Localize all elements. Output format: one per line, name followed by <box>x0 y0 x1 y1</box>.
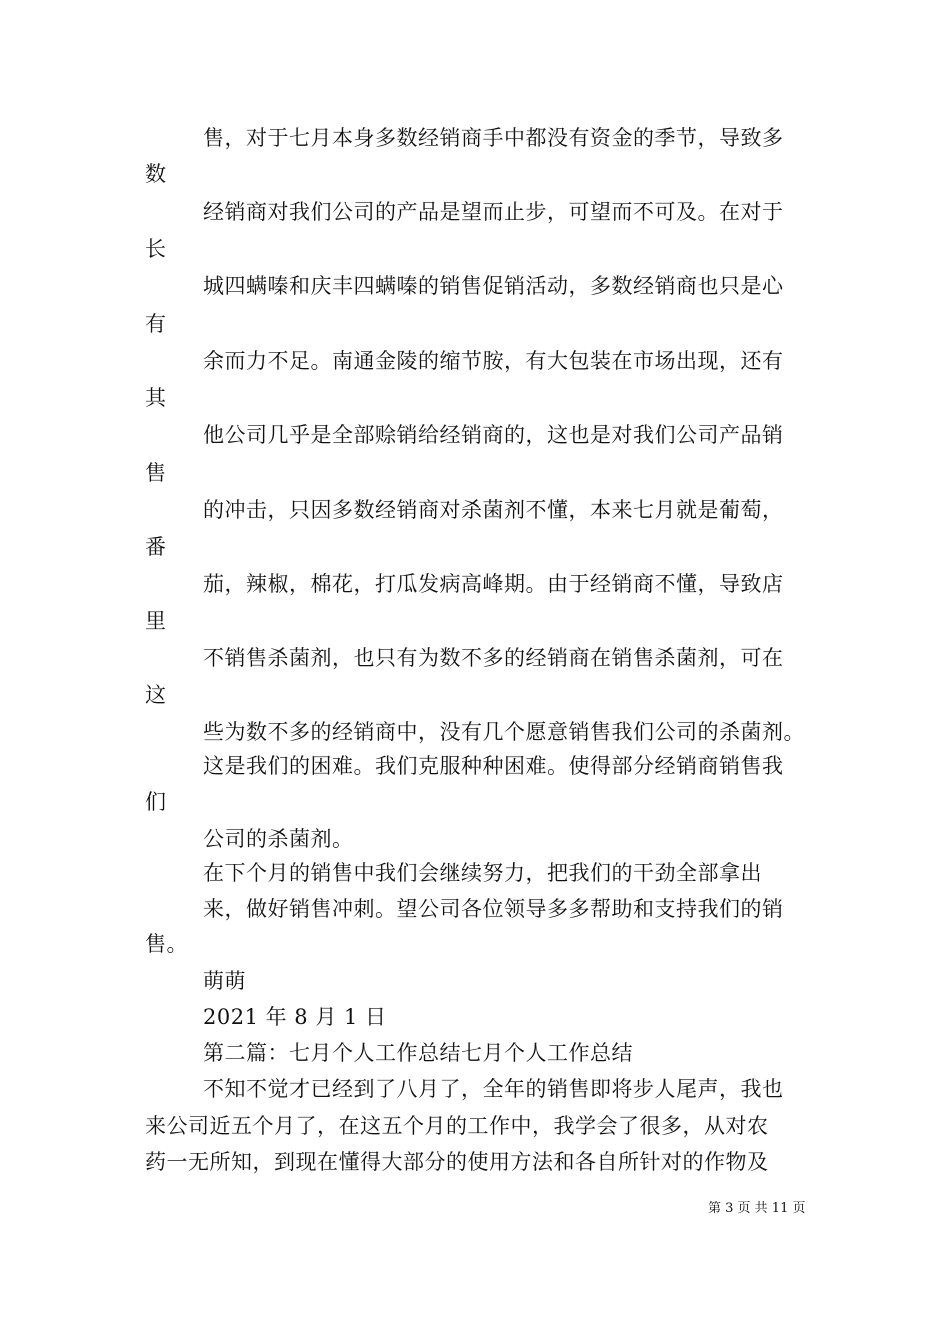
text-line: 这 <box>145 683 167 707</box>
text-line: 长 <box>145 237 167 261</box>
text-line: 的冲击，只因多数经销商对杀菌剂不懂，本来七月就是葡萄， <box>203 498 784 522</box>
text-line: 这是我们的困难。我们克服种种困难。使得部分经销商销售我 <box>203 754 784 778</box>
page-number-footer: 第 3 页 共 11 页 <box>708 1201 806 1216</box>
text-line: 不销售杀菌剂，也只有为数不多的经销商在销售杀菌剂，可在 <box>203 646 784 670</box>
text-line: 经销商对我们公司的产品是望而止步，可望而不可及。在对于 <box>203 200 784 224</box>
text-line: 来公司近五个月了，在这五个月的工作中，我学会了很多，从对农 <box>145 1114 769 1138</box>
text-line: 公司的杀菌剂。 <box>203 827 354 851</box>
text-line: 售，对于七月本身多数经销商手中都没有资金的季节，导致多 <box>203 126 784 150</box>
text-line: 些为数不多的经销商中，没有几个愿意销售我们公司的杀菌剂。 <box>203 720 805 744</box>
text-line: 售 <box>145 461 167 485</box>
text-line: 数 <box>145 162 167 186</box>
signature-name: 萌萌 <box>203 969 246 993</box>
text-line: 茄，辣椒，棉花，打瓜发病高峰期。由于经销商不懂，导致店 <box>203 572 784 596</box>
text-line: 里 <box>145 609 167 633</box>
text-line: 售。 <box>145 932 188 956</box>
text-line: 番 <box>145 535 167 559</box>
document-date: 2021 年 8 月 1 日 <box>203 1005 387 1029</box>
text-line: 不知不觉才已经到了八月了，全年的销售即将步人尾声，我也 <box>203 1077 784 1101</box>
text-line: 来，做好销售冲刺。望公司各位领导多多帮助和支持我们的销 <box>203 897 784 921</box>
text-line: 他公司几乎是全部赊销给经销商的，这也是对我们公司产品销 <box>203 423 784 447</box>
text-line: 城四螨嗪和庆丰四螨嗪的销售促销活动，多数经销商也只是心 <box>203 274 784 298</box>
section-heading: 第二篇：七月个人工作总结七月个人工作总结 <box>203 1041 633 1065</box>
text-line: 们 <box>145 790 167 814</box>
text-line: 在下个月的销售中我们会继续努力，把我们的干劲全部拿出 <box>203 861 762 885</box>
text-line: 余而力不足。南通金陵的缩节胺，有大包装在市场出现，还有 <box>203 349 784 373</box>
text-line: 其 <box>145 386 167 410</box>
text-line: 药一无所知，到现在懂得大部分的使用方法和各自所针对的作物及 <box>145 1150 769 1174</box>
text-line: 有 <box>145 312 167 336</box>
